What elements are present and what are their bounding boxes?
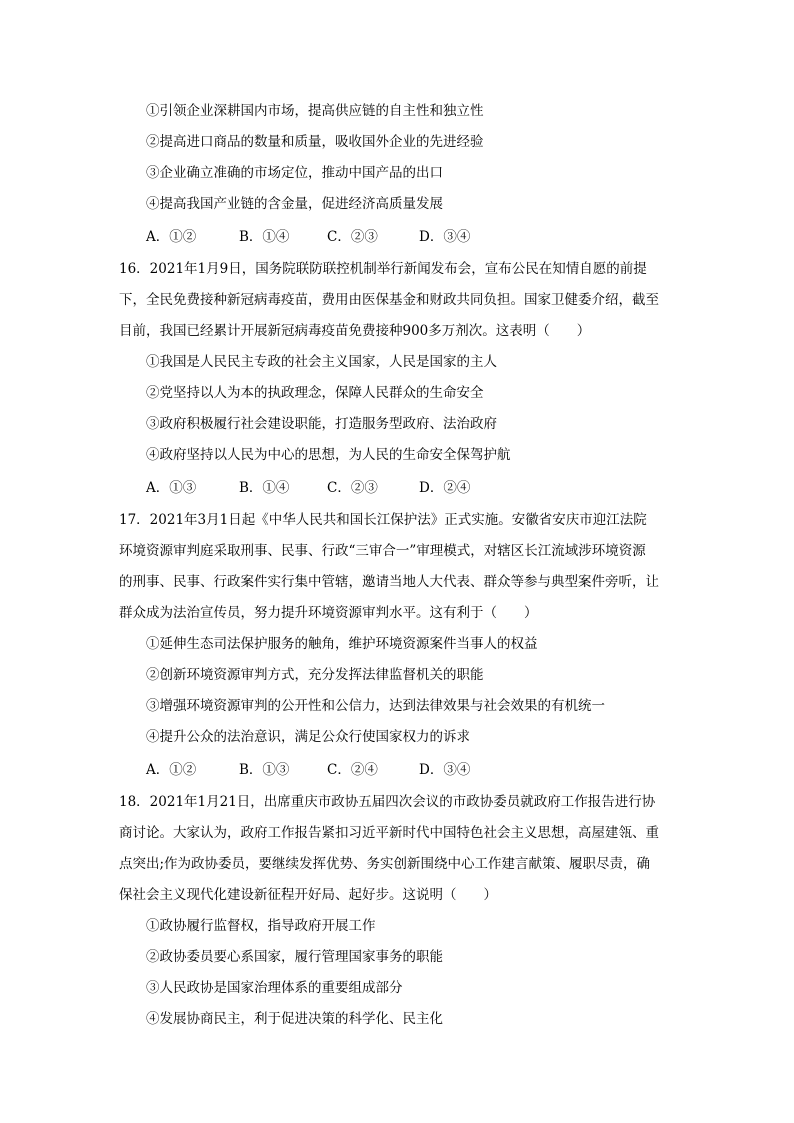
q17-option-3: ③增强环境资源审判的公开性和公信力，达到法律效果与社会效果的有机统一 bbox=[146, 698, 605, 714]
q18-stem-line-1: 18．2021年1月21日，出席重庆市政协五届四次会议的市政协委员就政府工作报告进行协 bbox=[119, 794, 656, 810]
q17-choice-c: C．②④ bbox=[327, 762, 378, 778]
q18-stem-line-3: 点突出;作为政协委员，要继续发挥优势、务实创新围绕中心工作建言献策、履职尽责，确 bbox=[119, 856, 651, 872]
q16-option-1: ①我国是人民民主专政的社会主义国家，人民是国家的主人 bbox=[146, 354, 497, 370]
q15-choice-a: A．①② bbox=[146, 229, 197, 245]
q17-choice-a: A．①② bbox=[146, 762, 197, 778]
q16-option-3: ③政府积极履行社会建设职能，打造服务型政府、法治政府 bbox=[146, 416, 497, 432]
q16-stem-line-2: 下，全民免费接种新冠病毒疫苗，费用由医保基金和财政共同负担。国家卫健委介绍，截至 bbox=[119, 292, 659, 308]
q18-option-1: ①政协履行监督权，指导政府开展工作 bbox=[146, 918, 376, 934]
q17-stem-line-4: 群众成为法治宣传员，努力提升环境资源审判水平。这有利于（ ） bbox=[119, 605, 538, 621]
q17-stem-line-3: 的刑事、民事、行政案件实行集中管辖，邀请当地人大代表、群众等参与典型案件旁听，让 bbox=[119, 574, 659, 590]
q17-option-4: ④提升公众的法治意识，满足公众行使国家权力的诉求 bbox=[146, 729, 470, 745]
q18-option-4: ④发展协商民主，利于促进决策的科学化、民主化 bbox=[146, 1011, 443, 1027]
q16-choice-b: B．①④ bbox=[239, 480, 290, 496]
q16-option-2: ②党坚持以人为本的执政理念，保障人民群众的生命安全 bbox=[146, 385, 484, 401]
q15-option-2: ②提高进口商品的数量和质量，吸收国外企业的先进经验 bbox=[146, 134, 484, 150]
q16-option-4: ④政府坚持以人民为中心的思想，为人民的生命安全保驾护航 bbox=[146, 447, 511, 463]
q17-stem-line-2: 环境资源审判庭采取刑事、民事、行政“三审合一”审理模式，对辖区长江流域涉环境资源 bbox=[119, 543, 646, 559]
q15-choice-c: C．②③ bbox=[327, 229, 378, 245]
q16-stem-line-1: 16．2021年1月9日，国务院联防联控机制举行新闻发布会，宣布公民在知情自愿的前提 bbox=[119, 261, 647, 277]
q15-choice-d: D．③④ bbox=[419, 229, 471, 245]
q15-option-1: ①引领企业深耕国内市场，提高供应链的自主性和独立性 bbox=[146, 103, 484, 119]
q18-option-3: ③人民政协是国家治理体系的重要组成部分 bbox=[146, 980, 403, 996]
q18-option-2: ②政协委员要心系国家，履行管理国家事务的职能 bbox=[146, 949, 443, 965]
q15-choice-b: B．①④ bbox=[239, 229, 290, 245]
q17-choice-d: D．③④ bbox=[419, 762, 471, 778]
q18-stem-line-2: 商讨论。大家认为，政府工作报告紧扣习近平新时代中国特色社会主义思想，高屋建瓴、重 bbox=[119, 825, 659, 841]
q17-choice-b: B．①③ bbox=[239, 762, 290, 778]
q16-choice-c: C．②③ bbox=[327, 480, 378, 496]
q17-option-2: ②创新环境资源审判方式，充分发挥法律监督机关的职能 bbox=[146, 667, 484, 683]
q15-option-3: ③企业确立准确的市场定位，推动中国产品的出口 bbox=[146, 165, 443, 181]
q17-stem-line-1: 17．2021年3月1日起《中华人民共和国长江保护法》正式实施。安徽省安庆市迎江法院 bbox=[119, 512, 647, 528]
q15-option-4: ④提高我国产业链的含金量，促进经济高质量发展 bbox=[146, 196, 443, 212]
q18-stem-line-4: 保社会主义现代化建设新征程开好局、起好步。这说明（ ） bbox=[119, 887, 497, 903]
q16-choice-d: D．②④ bbox=[419, 480, 471, 496]
q16-choice-a: A．①③ bbox=[146, 480, 197, 496]
q16-stem-line-3: 目前，我国已经累计开展新冠病毒疫苗免费接种900多万剂次。这表明（ ） bbox=[119, 323, 591, 339]
q17-option-1: ①延伸生态司法保护服务的触角，维护环境资源案件当事人的权益 bbox=[146, 636, 538, 652]
